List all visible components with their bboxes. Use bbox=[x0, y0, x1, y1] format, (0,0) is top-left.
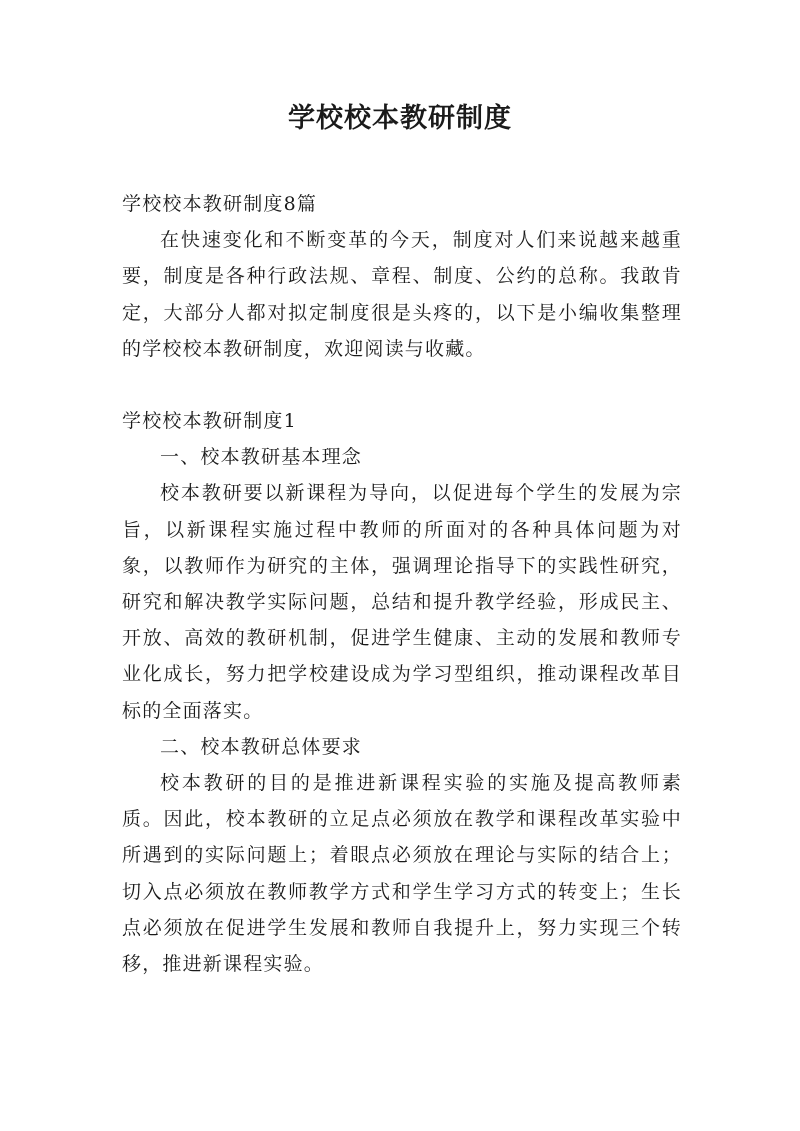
document-body bbox=[122, 186, 682, 982]
section-spacer bbox=[122, 367, 682, 403]
part1-heading: 一、校本教研基本理念 bbox=[160, 446, 363, 469]
document-title: 学校校本教研制度 bbox=[288, 103, 512, 134]
section-heading: 学校校本教研制度1 bbox=[122, 410, 297, 433]
part2-paragraph: 校本教研的目的是推进新课程实验的实施及提高教师素质。因此，校本教研的立足点必须放在教学和课程改革实验中所遇到的实际问题上；着眼点必须放在理论与实际的结合上；切入点必须放在教师教学方式和学生学习方式的转变上；生长点必须放在促进学生发展和教师自我提升上，努力实现三个转移，推进新课程实验。 bbox=[122, 772, 682, 976]
part1-paragraph: 校本教研要以新课程为导向，以促进每个学生的发展为宗旨，以新课程实施过程中教师的所面对的各种具体问题为对象，以教师作为研究的主体，强调理论指导下的实践性研究，研究和解决教学实际问题，总结和提升教学经验，形成民主、开放、高效的教研机制，促进学生健康、主动的发展和教师专业化成长，努力把学校建设成为学习型组织，推动课程改革目标的全面落实。 bbox=[122, 482, 682, 722]
intro-paragraph: 在快速变化和不断变革的今天，制度对人们来说越来越重要，制度是各种行政法规、章程、制度、公约的总称。我敢肯定，大部分人都对拟定制度很是头疼的，以下是小编收集整理的学校校本教研制度，欢迎阅读与收藏。 bbox=[122, 229, 682, 360]
part2-heading: 二、校本教研总体要求 bbox=[160, 735, 363, 758]
document-subtitle: 学校校本教研制度8篇 bbox=[122, 193, 318, 215]
